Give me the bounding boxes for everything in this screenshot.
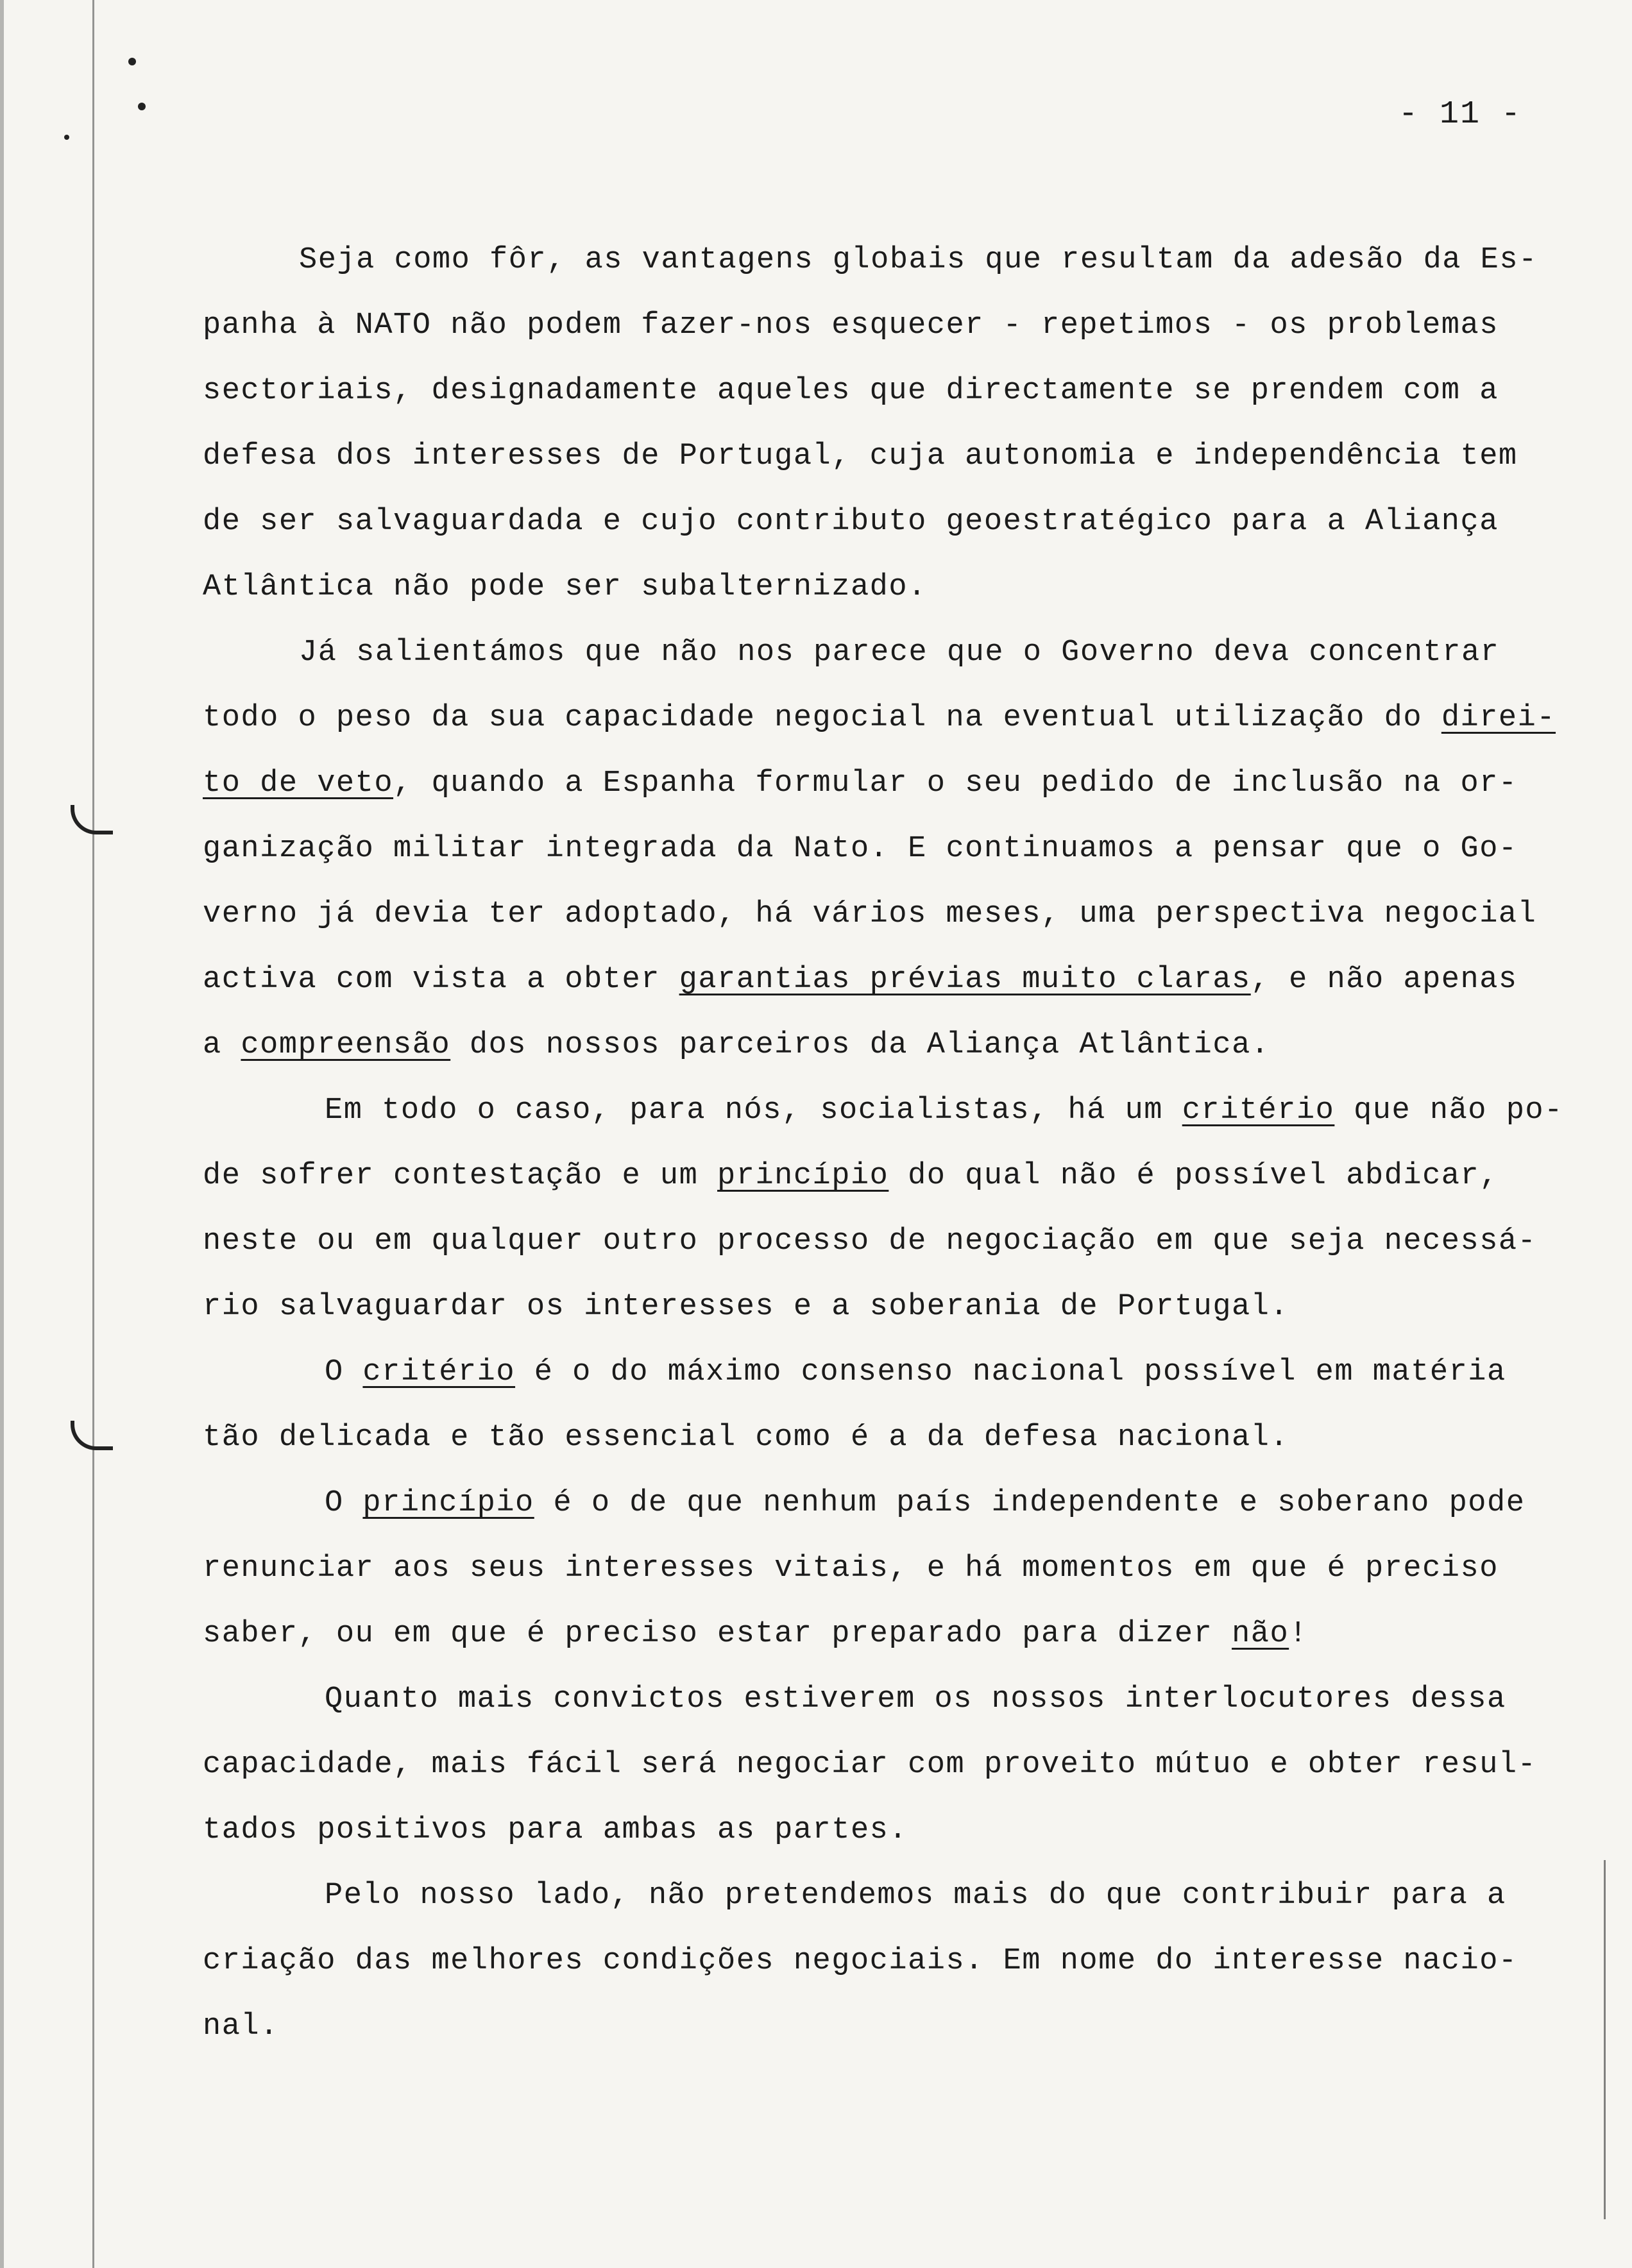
text-line	[203, 1667, 1601, 1732]
text-segment: O	[325, 1486, 363, 1520]
text-line	[203, 489, 1601, 555]
text-line	[203, 555, 1601, 620]
text-line	[203, 1274, 1601, 1340]
text-line	[203, 1732, 1601, 1798]
text-line	[203, 1078, 1601, 1144]
text-segment: verno já devia ter adoptado, há vários meses, uma perspectiva negocial	[203, 897, 1537, 931]
text-segment: capacidade, mais fácil será negociar com proveito mútuo e obter resul-	[203, 1748, 1537, 1782]
text-segment: todo o peso da sua capacidade negocial na eventual utilização do	[203, 701, 1441, 735]
punch-mark	[64, 135, 69, 140]
binding-margin-line	[92, 0, 94, 2268]
text-segment: Já salientámos que não nos parece que o Governo deva concentrar	[299, 636, 1500, 670]
text-line	[203, 1144, 1601, 1209]
text-line	[203, 293, 1601, 359]
underlined-text: critério	[362, 1355, 516, 1389]
text-line	[203, 620, 1601, 686]
text-segment: a	[203, 1028, 241, 1062]
text-line	[203, 359, 1601, 424]
text-segment: rio salvaguardar os interesses e a soberania de Portugal.	[203, 1290, 1289, 1324]
body-text	[203, 228, 1601, 2060]
text-line	[203, 1471, 1601, 1536]
text-line	[203, 882, 1601, 947]
text-line	[203, 1340, 1601, 1405]
text-segment: , quando a Espanha formular o seu pedido de inclusão na or-	[393, 766, 1518, 800]
text-segment: panha à NATO não podem fazer-nos esquecer - repetimos - os problemas	[203, 309, 1499, 343]
text-line	[203, 1798, 1601, 1863]
text-segment: dos nossos parceiros da Aliança Atlântica.	[450, 1028, 1270, 1062]
text-segment: renunciar aos seus interesses vitais, e há momentos em que é preciso	[203, 1552, 1499, 1586]
underlined-text: garantias prévias muito claras	[679, 963, 1251, 997]
text-line	[203, 686, 1601, 751]
text-segment: activa com vista a obter	[203, 963, 679, 997]
text-line	[203, 947, 1601, 1013]
text-segment: do qual não é possível abdicar,	[888, 1159, 1499, 1193]
text-segment: Seja como fôr, as vantagens globais que resultam da adesão da Es-	[299, 243, 1538, 277]
punch-mark	[128, 58, 136, 65]
text-line	[203, 1602, 1601, 1667]
underlined-text: critério	[1182, 1094, 1335, 1128]
text-segment: neste ou em qualquer outro processo de negociação em que seja necessá-	[203, 1224, 1537, 1258]
text-segment: saber, ou em que é preciso estar preparado para dizer	[203, 1617, 1232, 1651]
text-line	[203, 1209, 1601, 1274]
underlined-text: princípio	[362, 1486, 534, 1520]
staple-mark	[71, 1421, 113, 1450]
text-segment: Pelo nosso lado, não pretendemos mais do que contribuir para a	[325, 1879, 1506, 1913]
text-segment: , e não apenas	[1250, 963, 1518, 997]
underlined-text: não	[1232, 1617, 1289, 1651]
text-segment: Quanto mais convictos estiverem os nossos interlocutores dessa	[325, 1682, 1506, 1716]
punch-mark	[138, 103, 146, 110]
text-segment: que não po-	[1334, 1094, 1563, 1128]
text-segment: Em todo o caso, para nós, socialistas, há um	[325, 1094, 1182, 1128]
underlined-text: princípio	[717, 1159, 889, 1193]
text-segment: defesa dos interesses de Portugal, cuja autonomia e independência tem	[203, 439, 1518, 473]
text-segment: é o de que nenhum país independente e soberano pode	[534, 1486, 1526, 1520]
staple-mark	[71, 805, 113, 834]
text-line	[203, 1863, 1601, 1929]
underlined-text: direi-	[1441, 701, 1556, 735]
text-segment: Atlântica não pode ser subalternizado.	[203, 570, 927, 604]
page-number: - 11 -	[1398, 96, 1522, 133]
text-segment: criação das melhores condições negociais. Em nome do interesse nacio-	[203, 1944, 1518, 1978]
text-segment: !	[1289, 1617, 1308, 1651]
text-line	[203, 424, 1601, 489]
text-line	[203, 1013, 1601, 1078]
text-segment: ganização militar integrada da Nato. E continuamos a pensar que o Go-	[203, 832, 1518, 866]
text-line	[203, 1929, 1601, 1994]
text-segment: O	[325, 1355, 363, 1389]
text-segment: de ser salvaguardada e cujo contributo geoestratégico para a Aliança	[203, 505, 1499, 539]
text-segment: tão delicada e tão essencial como é a da defesa nacional.	[203, 1421, 1289, 1455]
text-line	[203, 751, 1601, 817]
text-line	[203, 1405, 1601, 1471]
text-line	[203, 228, 1601, 293]
text-segment: sectoriais, designadamente aqueles que directamente se prendem com a	[203, 374, 1499, 408]
scan-right-edge	[1604, 1860, 1606, 2219]
text-line	[203, 817, 1601, 882]
text-line	[203, 1994, 1601, 2060]
text-segment: nal.	[203, 2010, 279, 2044]
underlined-text: to de veto	[203, 766, 394, 800]
text-segment: de sofrer contestação e um	[203, 1159, 718, 1193]
text-line	[203, 1536, 1601, 1602]
underlined-text: compreensão	[241, 1028, 451, 1062]
text-segment: é o do máximo consenso nacional possível em matéria	[515, 1355, 1506, 1389]
scan-left-edge	[0, 0, 4, 2268]
text-segment: tados positivos para ambas as partes.	[203, 1813, 908, 1847]
